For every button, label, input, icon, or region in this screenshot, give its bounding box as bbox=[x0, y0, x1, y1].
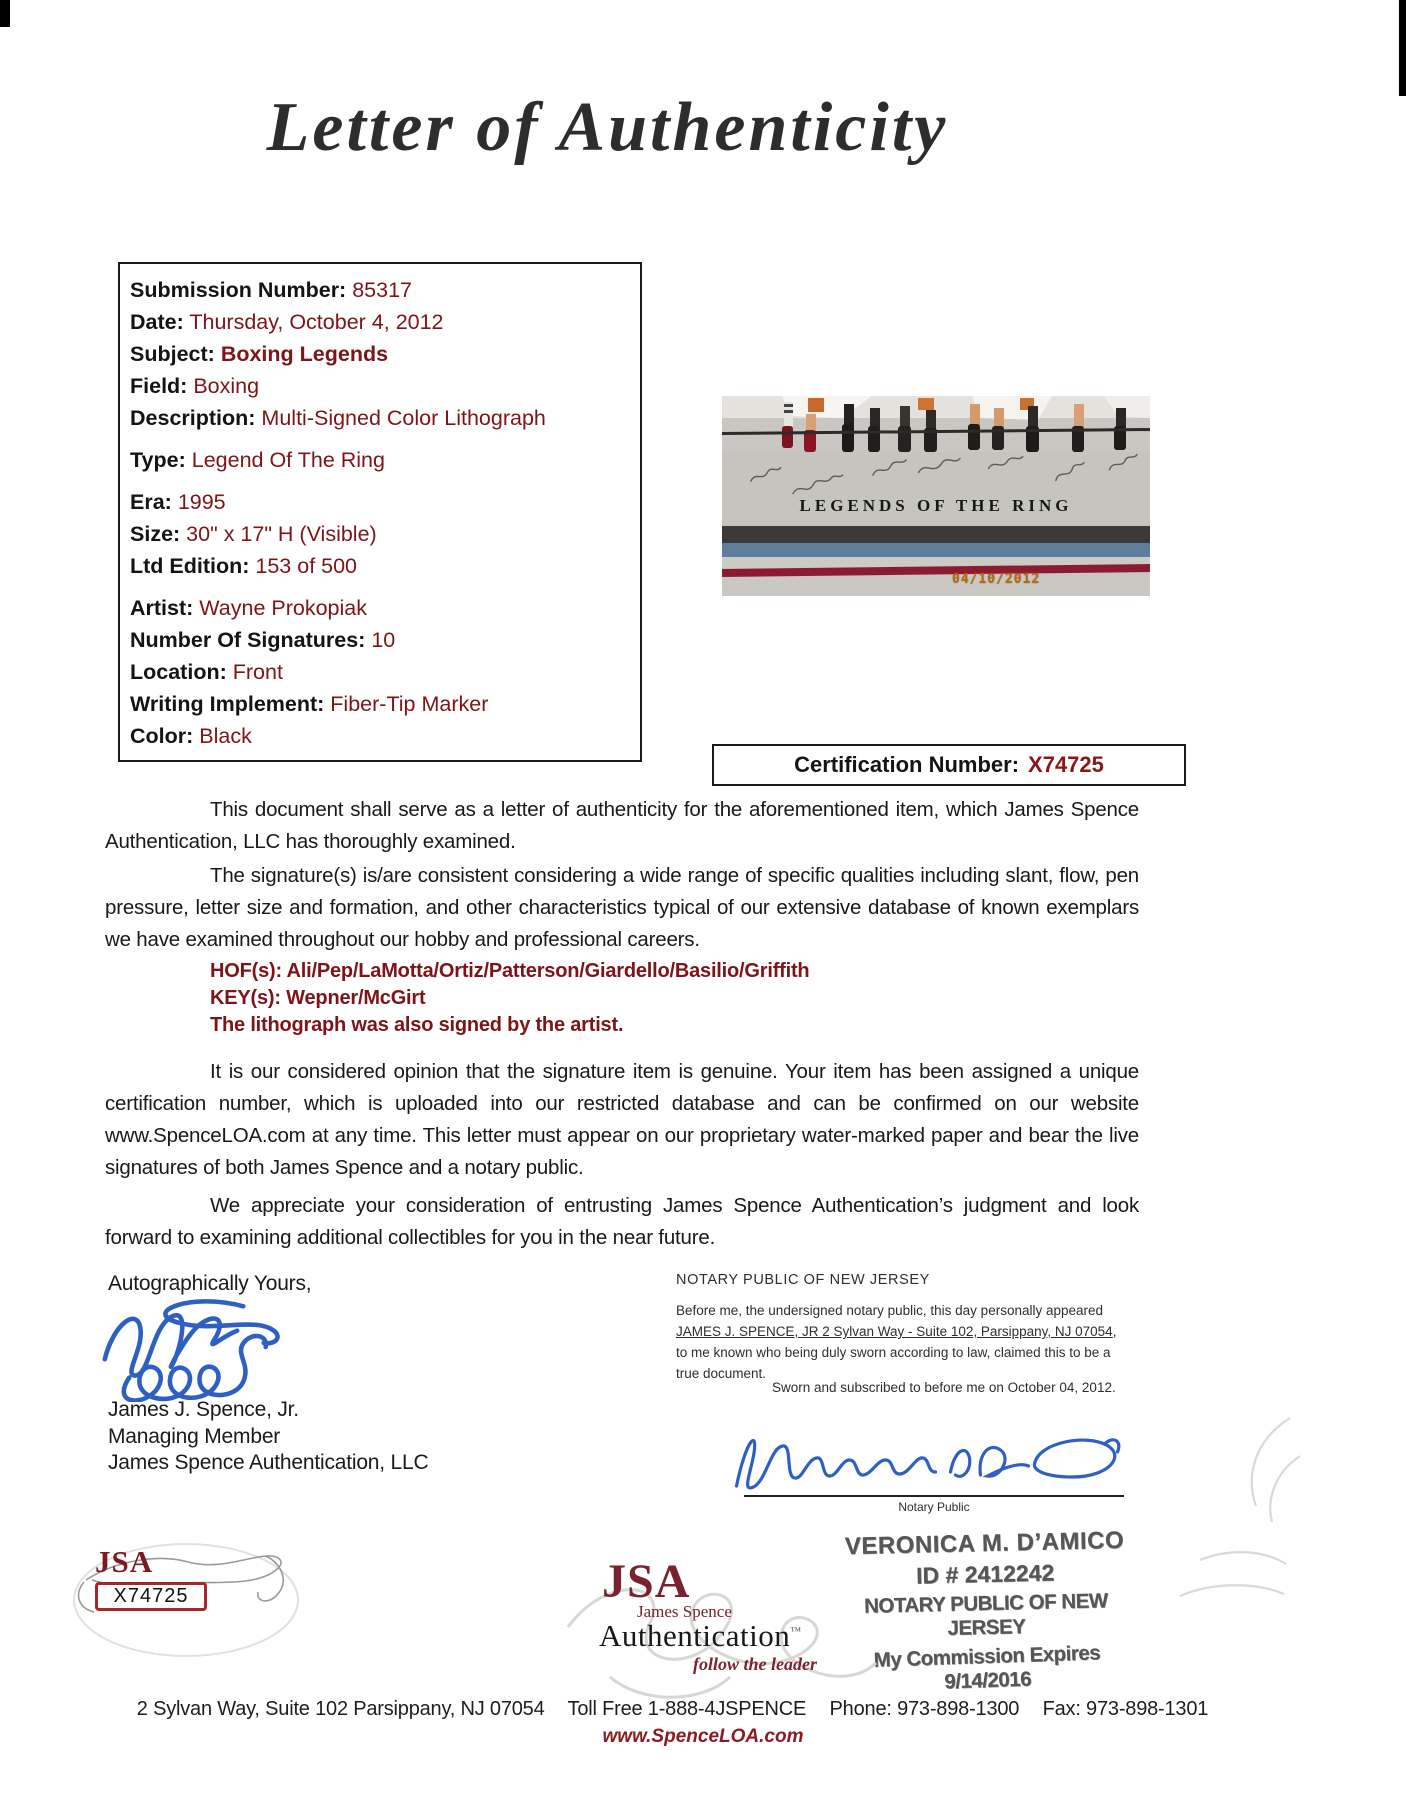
body-paragraph-3: It is our considered opinion that the signature item is genuine. Your item has been assigned a unique certification number, which is uploaded into our restricted database and can be confirmed on our website www.SpenceLOA.com at any time. This letter must appear on our proprietary water-marked paper and bear the live signatures of both James Spence and a notary public. bbox=[105, 1060, 1139, 1179]
info-row: Description: Multi-Signed Color Lithograph bbox=[130, 406, 546, 430]
info-row: Field: Boxing bbox=[130, 374, 260, 398]
key-line: KEY(s): Wepner/McGirt bbox=[210, 987, 426, 1009]
jsa-certification-sticker bbox=[68, 1538, 323, 1663]
stamp-id: ID # 2412242 bbox=[915, 1559, 1055, 1589]
footer-toll-free: Toll Free 1-888-4JSPENCE bbox=[567, 1698, 807, 1720]
logo-james-spence: James Spence bbox=[637, 1602, 732, 1621]
notary-appearer-underlined: JAMES J. SPENCE, JR 2 Sylvan Way - Suite 102, Parsippany, NJ 07054 bbox=[676, 1324, 1113, 1339]
lithograph-title-text: LEGENDS OF THE RING bbox=[799, 496, 1073, 515]
trademark-symbol: ™ bbox=[790, 1625, 802, 1638]
item-photo bbox=[722, 396, 1150, 596]
body-paragraph-2: The signature(s) is/are consistent considering a wide range of specific qualities including slant, flow, pen pressure, letter size and formation, and other characteristics typical of our extensive database of known exemplars we have examined throughout our hobby and professional careers. bbox=[105, 864, 1139, 951]
footer-phone: Phone: 973-898-1300 bbox=[829, 1698, 1020, 1720]
info-row: Color: Black bbox=[130, 724, 252, 748]
sticker-cert-number: X74725 bbox=[95, 1582, 207, 1611]
info-row: Type: Legend Of The Ring bbox=[130, 448, 385, 472]
notary-public-label: Notary Public bbox=[898, 1500, 970, 1514]
footer-website: www.SpenceLOA.com bbox=[602, 1726, 804, 1747]
footer-fax: Fax: 973-898-1301 bbox=[1042, 1698, 1209, 1720]
body-paragraph-1: This document shall serve as a letter of authenticity for the aforementioned item, which James Spence Authentication, LLC has thoroughly examined. bbox=[105, 798, 1139, 853]
info-row: Artist: Wayne Prokopiak bbox=[130, 596, 367, 620]
submission-info-box bbox=[118, 262, 642, 762]
hof-line: HOF(s): Ali/Pep/LaMotta/Ortiz/Patterson/Giardello/Basilio/Griffith bbox=[210, 960, 810, 982]
artist-signed-line: The lithograph was also signed by the artist. bbox=[210, 1014, 624, 1036]
certification-number-box bbox=[712, 744, 1186, 786]
footer-contact-line bbox=[0, 1698, 1345, 1721]
logo-tagline: follow the leader bbox=[693, 1654, 817, 1674]
stamp-expiry: My Commission Expires 9/14/2016 bbox=[873, 1641, 1101, 1694]
notary-statement: Before me, the undersigned notary public, this day personally appeared JAMES J. SPENCE, JR 2 Sylvan Way - Suite 102, Parsippany, NJ 07054, to me known who being duly sworn according to law, claimed this to be a true document. bbox=[676, 1303, 1117, 1381]
certification-label: Certification Number: bbox=[794, 752, 1020, 777]
info-row: Era: 1995 bbox=[130, 490, 226, 514]
signer-title: Managing Member bbox=[108, 1425, 281, 1448]
stamp-state: NOTARY PUBLIC OF NEW JERSEY bbox=[863, 1589, 1108, 1640]
info-row: Ltd Edition: 153 of 500 bbox=[130, 554, 358, 578]
stamp-name: VERONICA M. D’AMICO bbox=[844, 1526, 1125, 1561]
logo-acronym: JSA bbox=[602, 1555, 691, 1608]
embossed-seal-marks bbox=[1140, 1410, 1310, 1620]
james-spence-signature bbox=[92, 1290, 307, 1402]
scan-artifact-top-left bbox=[0, 0, 10, 27]
notary-signature-line bbox=[744, 1495, 1124, 1497]
signer-company: James Spence Authentication, LLC bbox=[108, 1451, 429, 1474]
footer-address: 2 Sylvan Way, Suite 102 Parsippany, NJ 07054 bbox=[136, 1698, 545, 1720]
info-row: Submission Number: 85317 bbox=[130, 278, 412, 302]
logo-authentication: Authentication™ bbox=[599, 1618, 802, 1653]
signer-name: James J. Spence, Jr. bbox=[108, 1398, 299, 1421]
jsa-company-logo bbox=[575, 1552, 895, 1702]
sticker-jsa-logo: JSA bbox=[95, 1544, 154, 1579]
sworn-line: Sworn and subscribed to before me on October 04, 2012. bbox=[772, 1380, 1116, 1395]
info-row: Size: 30" x 17" H (Visible) bbox=[130, 522, 377, 546]
page-title: Letter of Authenticity bbox=[266, 89, 949, 166]
info-row: Number Of Signatures: 10 bbox=[130, 628, 396, 652]
notary-heading: NOTARY PUBLIC OF NEW JERSEY bbox=[676, 1272, 930, 1288]
notary-signature bbox=[726, 1420, 1131, 1500]
info-row: Subject: Boxing Legends bbox=[130, 342, 389, 366]
salutation: Autographically Yours, bbox=[108, 1272, 312, 1295]
body-paragraph-4: We appreciate your consideration of entrusting James Spence Authentication’s judgment and look forward to examining additional collectibles for you in the near future. bbox=[105, 1194, 1139, 1249]
scan-artifact-top-right bbox=[1399, 0, 1406, 96]
certification-number: X74725 bbox=[1028, 752, 1104, 777]
photo-date-stamp: 04/10/2012 bbox=[952, 572, 1041, 587]
info-row: Location: Front bbox=[130, 660, 283, 684]
info-row: Writing Implement: Fiber-Tip Marker bbox=[130, 692, 489, 716]
info-row: Date: Thursday, October 4, 2012 bbox=[130, 310, 444, 334]
